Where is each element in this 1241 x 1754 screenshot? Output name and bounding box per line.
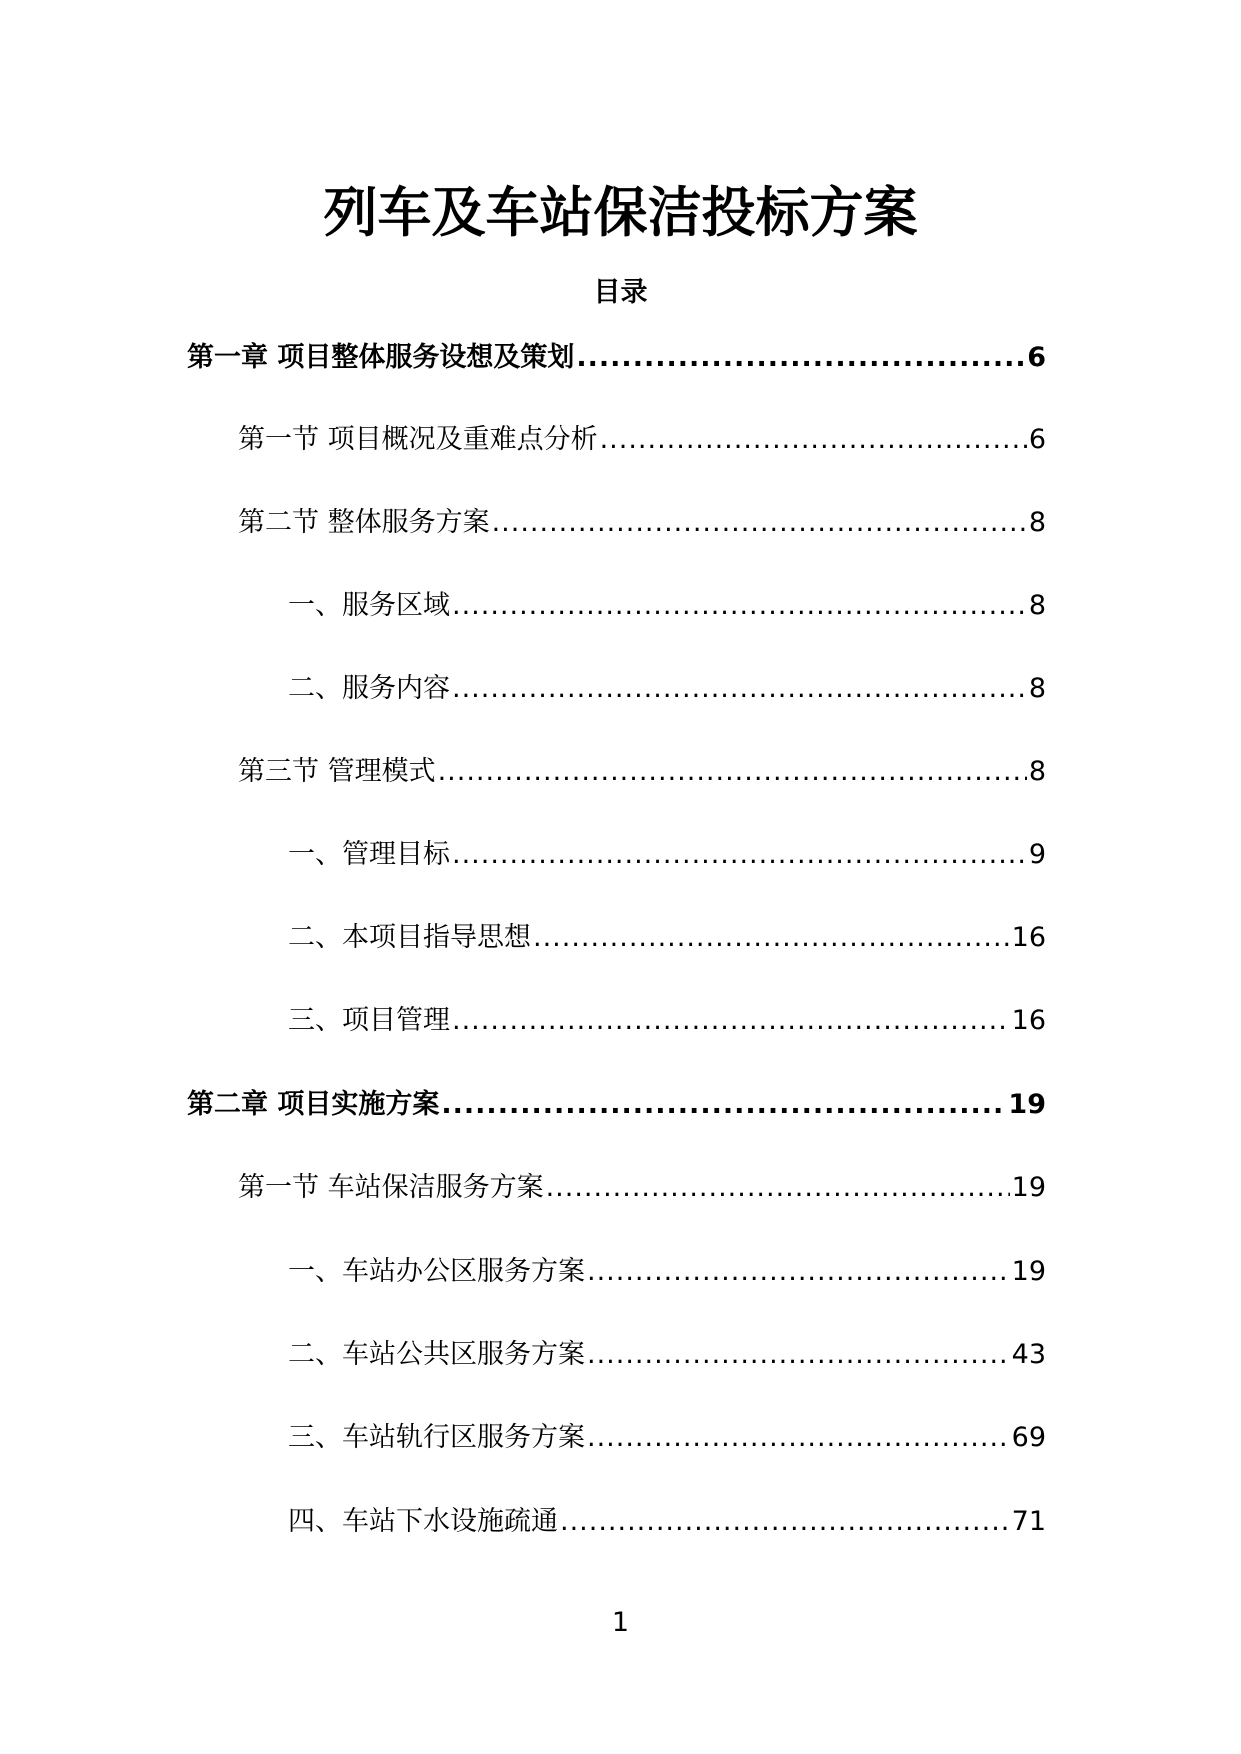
- toc-entry-page: 19: [1008, 1089, 1046, 1120]
- toc-entry-chapter-2[interactable]: [187, 1085, 1046, 1125]
- toc-dot-leader: [600, 420, 1027, 460]
- toc-entry-page: 16: [1011, 922, 1046, 953]
- toc-entry-page: 8: [1028, 673, 1046, 704]
- toc-entry-label: 一、服务区域: [288, 590, 450, 621]
- toc-dot-leader: [452, 1001, 1010, 1041]
- toc-entry-subsection[interactable]: [288, 918, 1046, 958]
- toc-entry-subsection[interactable]: [288, 1335, 1046, 1375]
- toc-entry-label: 三、项目管理: [288, 1005, 450, 1036]
- toc-dot-leader: [546, 1168, 1010, 1208]
- toc-entry-chapter-1[interactable]: [187, 338, 1046, 378]
- toc-entry-page: 9: [1028, 839, 1046, 870]
- toc-dot-leader: [576, 338, 1025, 378]
- toc-dot-leader: [560, 1502, 1010, 1542]
- toc-entry-section[interactable]: [238, 503, 1046, 543]
- toc-entry-page: 16: [1011, 1005, 1046, 1036]
- toc-entry-label: 二、车站公共区服务方案: [288, 1339, 585, 1370]
- toc-entry-page: 19: [1011, 1172, 1046, 1203]
- toc-entry-subsection[interactable]: [288, 1001, 1046, 1041]
- toc-entry-section[interactable]: [238, 420, 1046, 460]
- toc-entry-subsection[interactable]: [288, 1502, 1046, 1542]
- toc-dot-leader: [492, 503, 1027, 543]
- toc-dot-leader: [452, 835, 1027, 875]
- toc-entry-section[interactable]: [238, 752, 1046, 792]
- page-number: 1: [611, 1607, 630, 1638]
- toc-entry-label: 四、车站下水设施疏通: [288, 1506, 558, 1537]
- toc-entry-page: 8: [1028, 590, 1046, 621]
- toc-entry-subsection[interactable]: [288, 1252, 1046, 1292]
- toc-entry-label: 第一节 项目概况及重难点分析: [238, 424, 598, 455]
- toc-heading: 目录: [593, 277, 648, 308]
- toc-entry-label: 一、车站办公区服务方案: [288, 1256, 585, 1287]
- toc-entry-subsection[interactable]: [288, 669, 1046, 709]
- toc-entry-label: 第一节 车站保洁服务方案: [238, 1172, 544, 1203]
- toc-entry-subsection[interactable]: [288, 1418, 1046, 1458]
- toc-entry-page: 6: [1027, 342, 1046, 373]
- toc-entry-label: 第三节 管理模式: [238, 756, 436, 787]
- toc-dot-leader: [441, 1085, 1006, 1125]
- toc-entry-section[interactable]: [238, 1168, 1046, 1208]
- toc-entry-label: 第二章 项目实施方案: [187, 1089, 440, 1120]
- toc-entry-label: 二、服务内容: [288, 673, 450, 704]
- toc-entry-subsection[interactable]: [288, 586, 1046, 626]
- toc-dot-leader: [452, 586, 1027, 626]
- toc-entry-page: 8: [1028, 507, 1046, 538]
- toc-entry-page: 69: [1011, 1422, 1046, 1453]
- toc-entry-page: 6: [1028, 424, 1046, 455]
- toc-dot-leader: [587, 1418, 1010, 1458]
- document-title: 列车及车站保洁投标方案: [323, 181, 918, 244]
- toc-entry-label: 第二节 整体服务方案: [238, 507, 490, 538]
- toc-entry-page: 19: [1011, 1256, 1046, 1287]
- toc-entry-label: 一、管理目标: [288, 839, 450, 870]
- toc-entry-page: 71: [1011, 1506, 1046, 1537]
- toc-dot-leader: [452, 669, 1027, 709]
- toc-entry-page: 43: [1011, 1339, 1046, 1370]
- toc-dot-leader: [587, 1252, 1010, 1292]
- toc-entry-label: 二、本项目指导思想: [288, 922, 531, 953]
- toc-dot-leader: [587, 1335, 1010, 1375]
- toc-entry-label: 三、车站轨行区服务方案: [288, 1422, 585, 1453]
- toc-entry-page: 8: [1028, 756, 1046, 787]
- toc-dot-leader: [438, 752, 1027, 792]
- toc-entry-label: 第一章 项目整体服务设想及策划: [187, 342, 575, 373]
- toc-entry-subsection[interactable]: [288, 835, 1046, 875]
- toc-dot-leader: [533, 918, 1010, 958]
